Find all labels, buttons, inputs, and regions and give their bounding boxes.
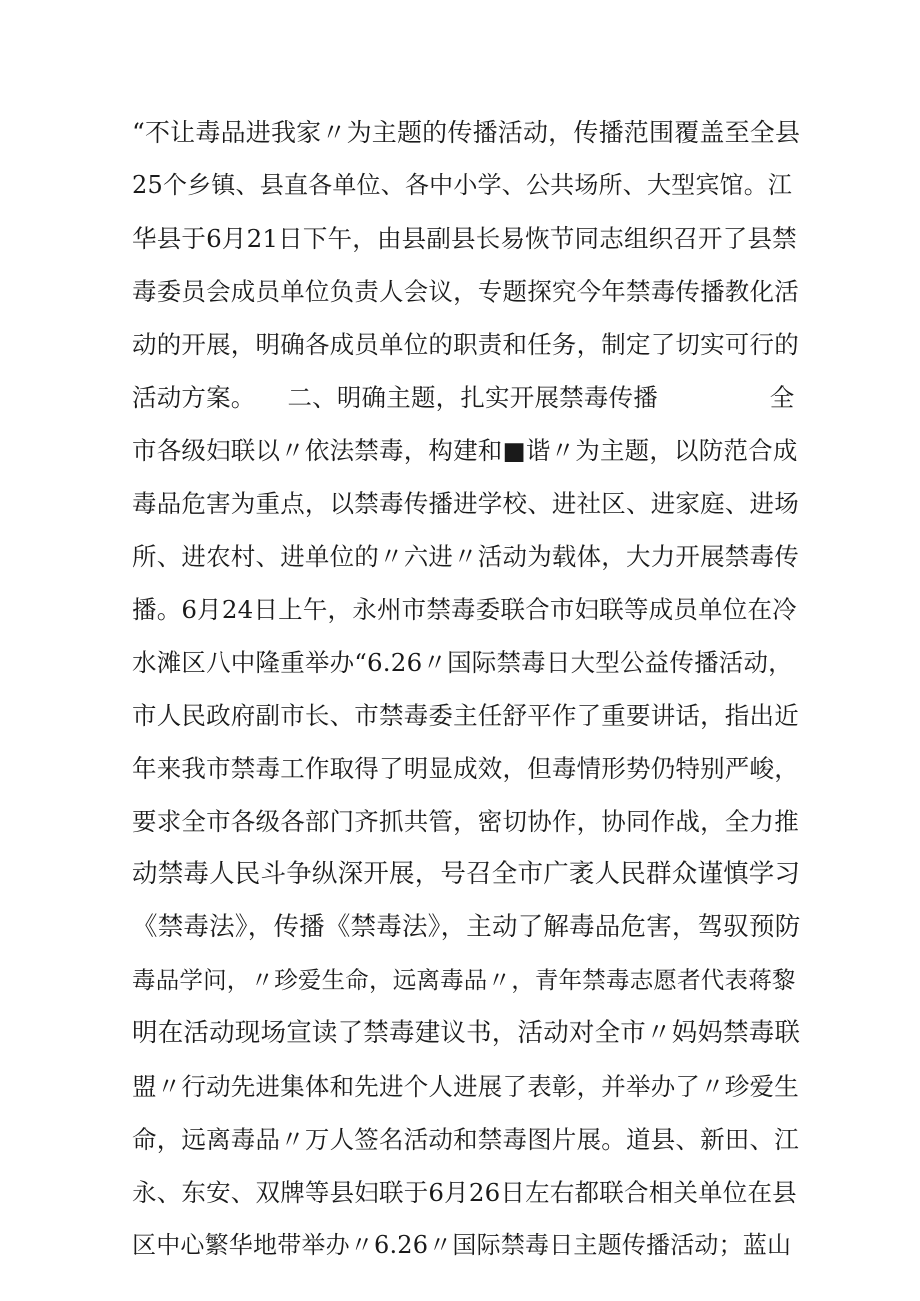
text-line: 区中心繁华地带举办〃6.26〃国际禁毒日主题传播活动；蓝山 (132, 1231, 792, 1259)
text-line: 所、进农村、进单位的〃六进〃活动为载体，大力开展禁毒传 (132, 542, 799, 571)
text-line: 盟〃行动先进集体和先进个人进展了表彰，并举办了〃珍爱生 (132, 1072, 799, 1101)
text-line: 25个乡镇、县直各单位、各中小学、公共场所、大型宾馆。江 (132, 171, 793, 199)
text-line: “不让毒品进我家〃为主题的传播活动，传播范围覆盖至全县 (132, 118, 801, 147)
text-line: 动的开展，明确各成员单位的职责和任务，制定了切实可行的 (132, 330, 799, 359)
text-line: 永、东安、双牌等县妇联于6月26日左右都联合相关单位在县 (132, 1178, 797, 1207)
text-line: 水滩区八中隆重举办“6.26〃国际禁毒日大型公益传播活动， (132, 648, 793, 677)
text-line: 播。6月24日上午，永州市禁毒委联合市妇联等成员单位在冷 (132, 595, 797, 624)
text-line: 动禁毒人民斗争纵深开展，号召全市广袤人民群众谨慎学习 (132, 859, 801, 889)
text-line: 华县于6月21日下午，由县副县长易恢节同志组织召开了县禁 (132, 224, 797, 253)
text-line: 毒委员会成员单位负责人会议，专题探究今年禁毒传播教化活 (132, 277, 799, 306)
body-text (132, 106, 802, 1272)
text-line: 明在活动现场宣读了禁毒建议书，活动对全市〃妈妈禁毒联 (132, 1018, 801, 1048)
text-line: 市人民政府副市长、市禁毒委主任舒平作了重要讲话，指出近 (132, 701, 799, 730)
text-line: 毒品危害为重点，以禁毒传播进学校、进社区、进家庭、进场 (132, 489, 799, 518)
text-line: 年来我市禁毒工作取得了明显成效，但毒情形势仍特别严峻， (132, 754, 799, 783)
text-line: 毒品学问，〃珍爱生命，远离毒品〃，青年禁毒志愿者代表蒋黎 (132, 966, 796, 994)
text-line: 《禁毒法》，传播《禁毒法》，主动了解毒品危害，驾驭预防 (132, 912, 801, 942)
text-line: 市各级妇联以〃依法禁毒，构建和■谐〃为主题，以防范合成 (132, 436, 798, 465)
text-line: 命，远离毒品〃万人签名活动和禁毒图片展。道县、新田、江 (132, 1125, 799, 1154)
text-line: 要求全市各级各部门齐抓共管，密切协作，协同作战，全力推 (132, 807, 799, 836)
text-line: 活动方案。 二、明确主题，扎实开展禁毒传播 全 (132, 383, 795, 412)
